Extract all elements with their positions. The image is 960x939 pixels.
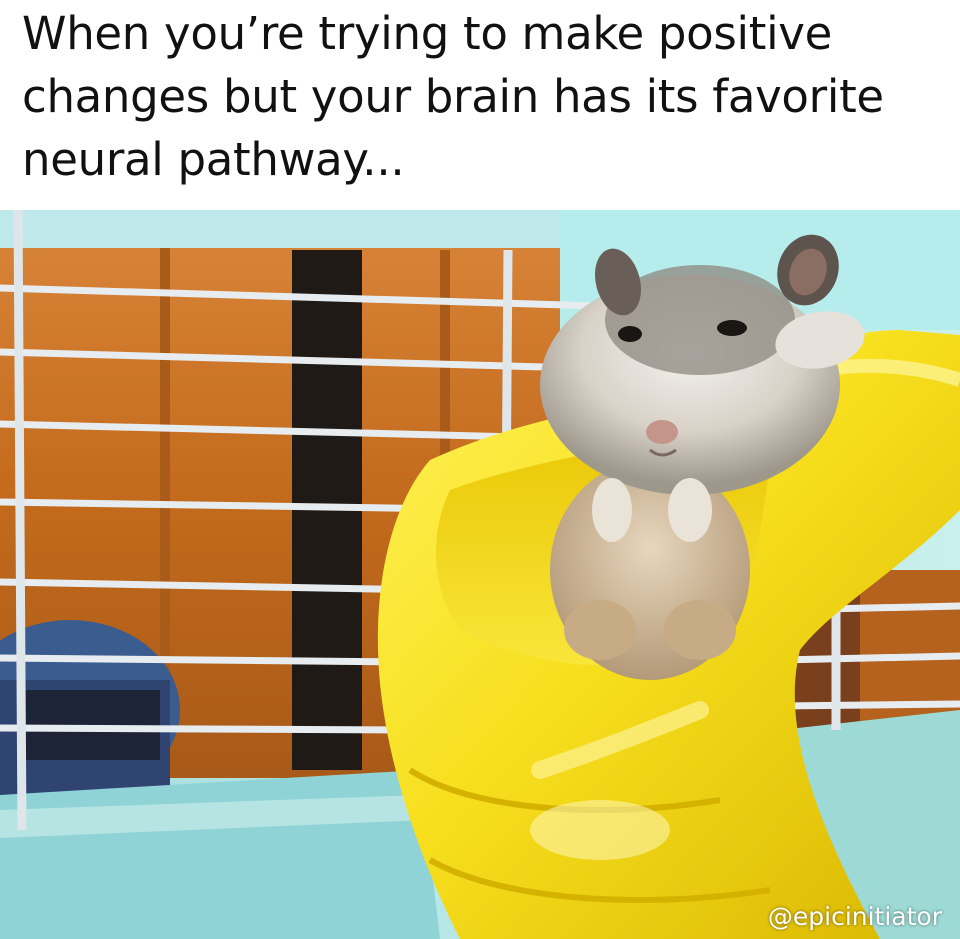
hamster-slide-photo [0, 210, 960, 939]
meme-photo [0, 210, 960, 939]
caption-text: When you’re trying to make positive changes but your brain has its favorite neural pathway... [22, 7, 884, 186]
cage-base [0, 770, 440, 939]
caption-area [0, 0, 960, 210]
watermark-handle: @epicinitiator [767, 902, 942, 931]
